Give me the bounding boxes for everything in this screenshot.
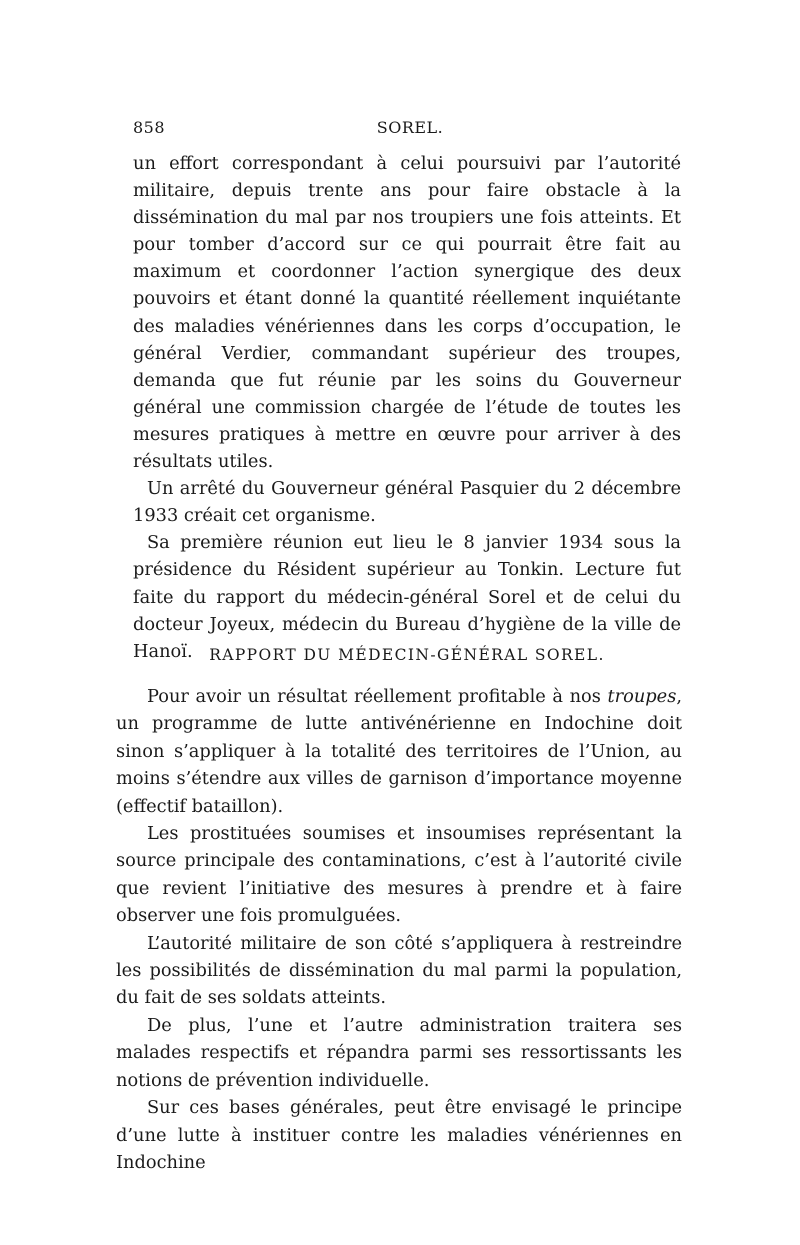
intro-text <box>133 150 681 665</box>
paragraph <box>116 683 682 820</box>
paragraph-text: , un programme de lutte antivénérienne en Indochine doit sinon s’appliquer à la totalité des territoires de l’Union, au moins s’étendre aux villes de garnison d’importance moyenne (effectif bataillon). <box>116 686 682 817</box>
paragraph: Sur ces bases générales, peut être envisagé le principe d’une lutte à instituer contre les maladies vénériennes en Indochine <box>116 1097 682 1173</box>
italic-word: troupes <box>607 686 677 707</box>
paragraph: un effort correspondant à celui poursuivi par l’autorité militaire, depuis trente ans pour faire obstacle à la dissémination du mal par nos troupiers une fois atteints. Et pour tomber d’accord sur ce qui pourrait être fait au maximum et coordonner l’action synergique des deux pouvoirs et étant donné la quantité réellement inquiétante des maladies vénériennes dans les corps d’occupation, le général Verdier, commandant supérieur des troupes, demanda que fut réunie par les soins du Gouverneur général une commission chargée de l’étude de toutes les mesures pratiques à mettre en œuvre pour arriver à des résultats utiles. <box>133 153 681 473</box>
section-title: RAPPORT DU MÉDECIN-GÉNÉRAL SOREL. <box>209 646 605 664</box>
report-text <box>116 683 682 1176</box>
running-head: SOREL. <box>376 118 444 137</box>
page-header <box>133 118 681 142</box>
paragraph: De plus, l’une et l’autre administration traitera ses malades respectifs et répandra parmi ses ressortissants les notions de prévention individuelle. <box>116 1014 682 1091</box>
paragraph: Un arrêté du Gouverneur général Pasquier du 2 décembre 1933 créait cet organisme. <box>133 478 681 527</box>
paragraph: Sa première réunion eut lieu le 8 janvier 1934 sous la présidence du Résident supérieur au Tonkin. Lecture fut faite du rapport du médecin-général Sorel et de celui du docteur Joyeux, médecin du Bureau d’hygiène de la ville de Hanoï. <box>133 532 681 662</box>
paragraph: Les prostituées soumises et insoumises représentant la source principale des contaminations, c’est à l’autorité civile que revient l’initiative des mesures à prendre et à faire observer une fois promulguées. <box>116 823 682 927</box>
paragraph: L’autorité militaire de son côté s’appliquera à restreindre les possibilités de dissémination du mal parmi la population, du fait de ses soldats atteints. <box>116 932 682 1009</box>
paragraph-text: Pour avoir un résultat réellement profitable à nos <box>147 686 608 707</box>
page-number: 858 <box>133 118 166 137</box>
